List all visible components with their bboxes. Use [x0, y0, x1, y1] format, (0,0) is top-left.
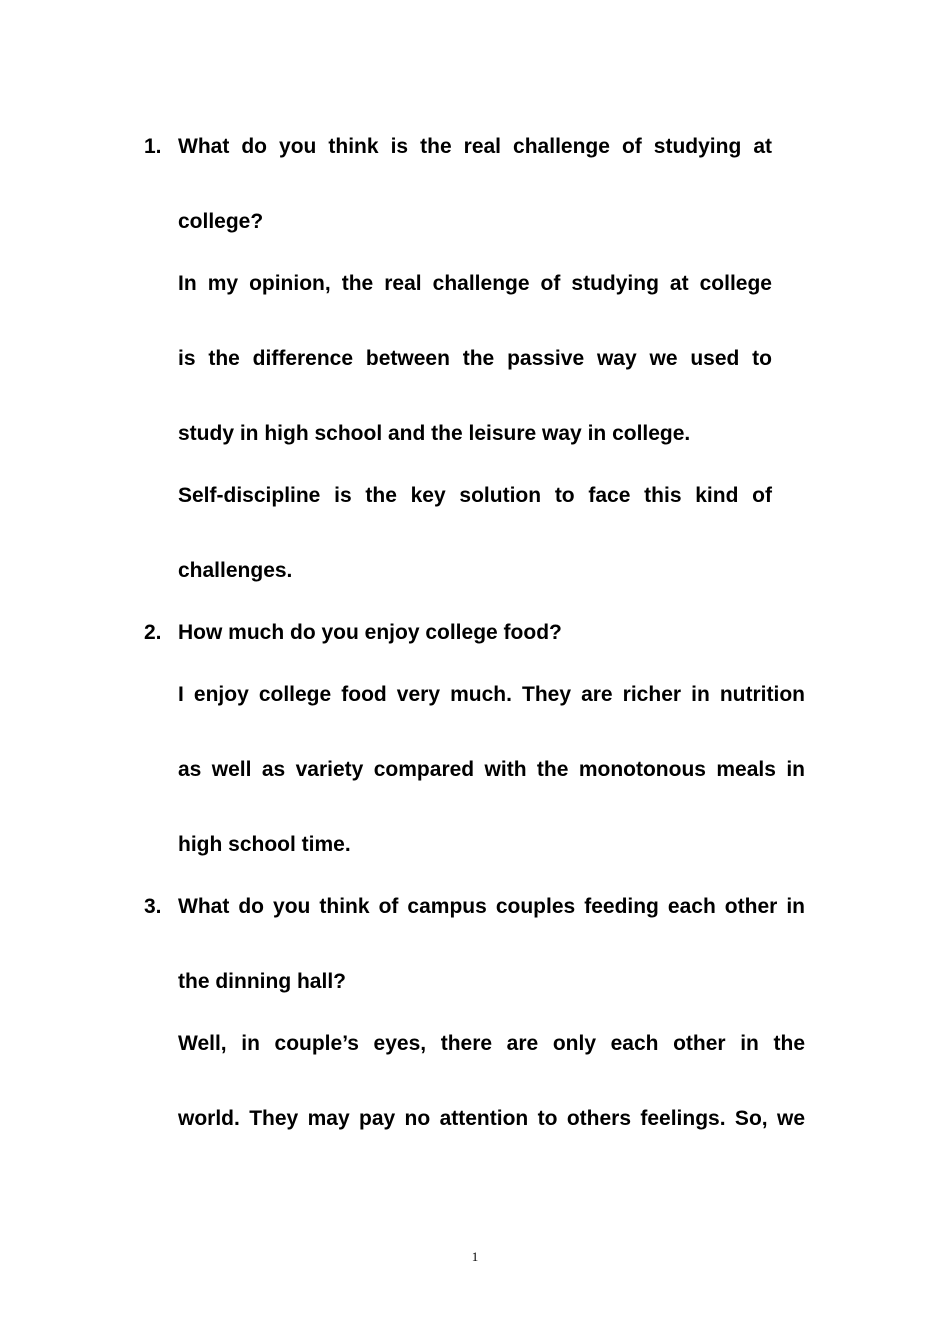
item-1-number: 1. — [144, 135, 162, 158]
item-1-answer-2-line-1: Self-discipline is the key solution to face this kind of — [178, 484, 772, 507]
item-2-number: 2. — [144, 621, 162, 644]
item-3-number: 3. — [144, 895, 162, 918]
item-1-question-line-1: What do you think is the real challenge of studying at — [178, 135, 772, 158]
item-3-answer-1-line-2: world. They may pay no attention to others feelings. So, we — [178, 1107, 805, 1130]
item-2-answer-1-line-1: I enjoy college food very much. They are richer in nutrition — [178, 683, 805, 706]
item-2-answer-1-line-3: high school time. — [178, 833, 351, 856]
item-1-answer-2-line-2: challenges. — [178, 559, 293, 582]
item-3-answer-1-line-1: Well, in couple’s eyes, there are only each other in the — [178, 1032, 805, 1055]
item-1-answer-1-line-1: In my opinion, the real challenge of studying at college — [178, 272, 772, 295]
item-2-question-line-1: How much do you enjoy college food? — [178, 621, 562, 644]
item-1-answer-1-line-2: is the difference between the passive way we used to — [178, 347, 772, 370]
page-number: 1 — [471, 1249, 479, 1264]
item-1-answer-1-line-3: study in high school and the leisure way in college. — [178, 422, 691, 445]
item-3-question-line-1: What do you think of campus couples feeding each other in — [178, 895, 805, 918]
item-2-answer-1-line-2: as well as variety compared with the monotonous meals in — [178, 758, 805, 781]
item-3-question-line-2: the dinning hall? — [178, 970, 346, 993]
item-1-question-line-2: college? — [178, 210, 264, 233]
